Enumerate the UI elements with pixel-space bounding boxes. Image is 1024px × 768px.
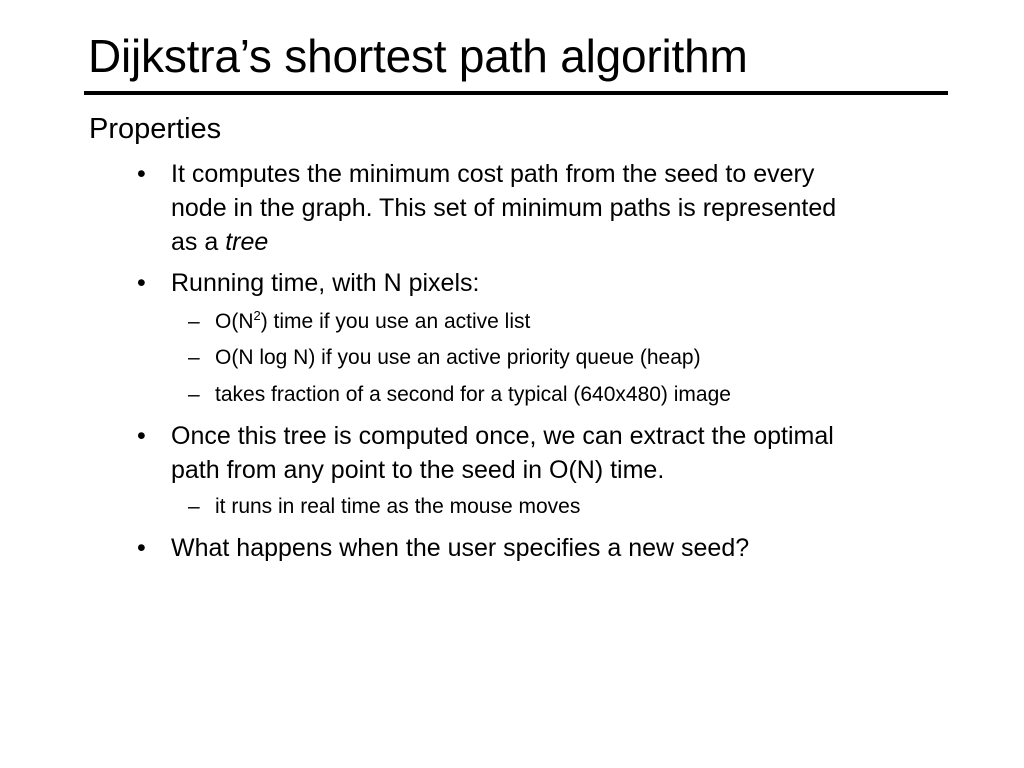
sub-bullet-text: takes fraction of a second for a typical (640x480) image (215, 383, 731, 406)
sub-bullet-marker: – (188, 310, 200, 333)
title-underline (84, 91, 948, 95)
bullet-line: What happens when the user specifies a new seed? (171, 534, 750, 562)
bullet-line: node in the graph. This set of minimum paths is represented (171, 194, 837, 222)
section-heading: Properties (89, 113, 222, 145)
sub-bullet-text: O(N log N) if you use an active priority queue (heap) (215, 346, 701, 369)
bullet-text (171, 266, 951, 300)
bullet-line: path from any point to the seed in O(N) time. (171, 456, 665, 484)
sub-bullet-marker: – (188, 383, 200, 406)
bullet-marker: • (137, 422, 146, 450)
sub-bullet-text (215, 308, 530, 336)
sub-bullet-text: it runs in real time as the mouse moves (215, 495, 581, 518)
bullet-line-prefix: as a (171, 228, 226, 256)
bullet-text (171, 157, 951, 259)
slide-title: Dijkstra’s shortest path algorithm (88, 30, 748, 82)
sub-bullet-prefix: O(N (215, 310, 254, 333)
sub-bullet-marker: – (188, 495, 200, 518)
bullet-text (171, 419, 951, 487)
bullet-line (171, 225, 951, 259)
bullet-line: It computes the minimum cost path from the seed to every (171, 160, 815, 188)
sub-bullet-marker: – (188, 346, 200, 369)
emphasis-term: tree (225, 228, 269, 256)
bullet-marker: • (137, 160, 146, 188)
bullet-text (171, 531, 951, 565)
sub-bullet-suffix: ) time if you use an active list (260, 310, 531, 333)
superscript: 2 (253, 308, 261, 323)
bullet-marker: • (137, 534, 146, 562)
bullet-line: Running time, with N pixels: (171, 269, 480, 297)
bullet-marker: • (137, 269, 146, 297)
bullet-line: Once this tree is computed once, we can extract the optimal (171, 422, 834, 450)
